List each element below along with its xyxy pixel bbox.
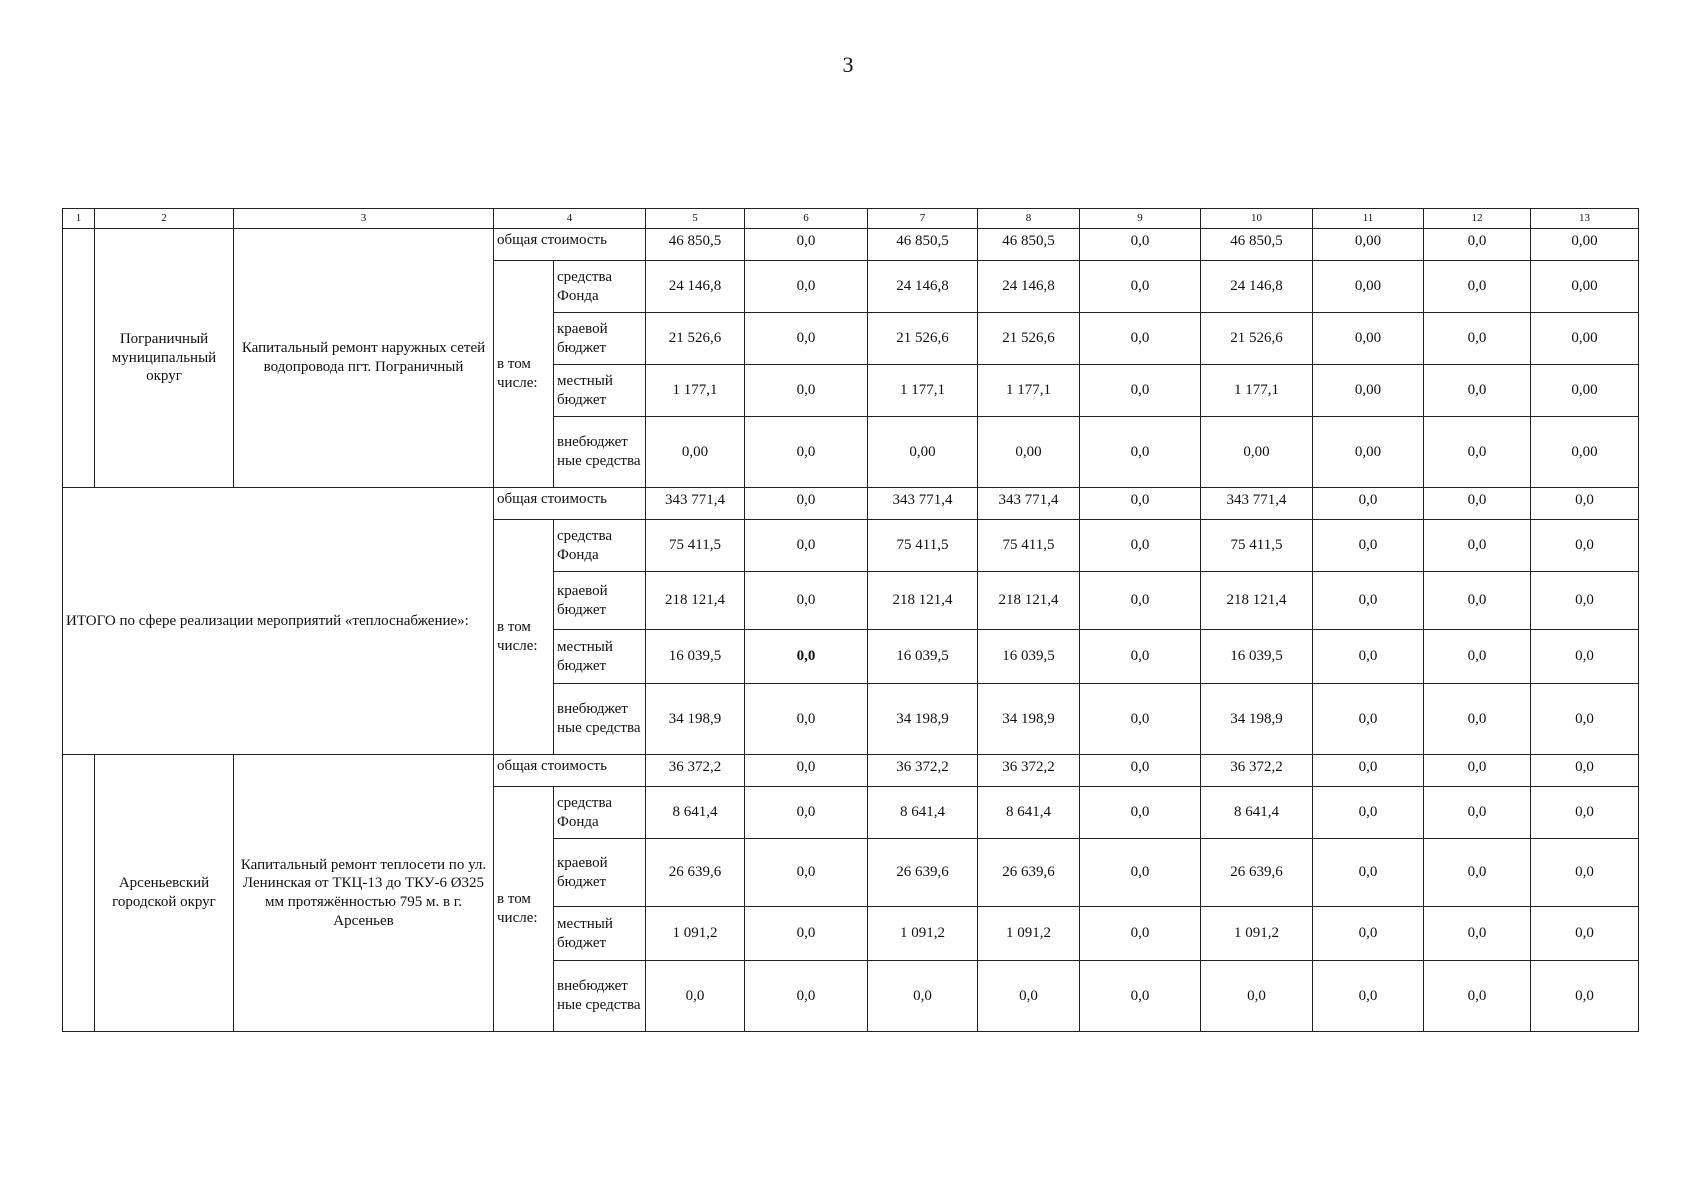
header-cell: 7 (868, 209, 978, 229)
value-cell: 75 411,5 (1201, 520, 1313, 572)
value-cell: 0,0 (1531, 907, 1639, 961)
value-cell: 0,0 (1313, 755, 1424, 787)
municipality-cell: Пограничный муниципальный округ (95, 229, 234, 488)
value-cell: 0,0 (1313, 961, 1424, 1032)
value-cell: 0,00 (1313, 261, 1424, 313)
header-cell: 6 (745, 209, 868, 229)
funding-source-label: внебюджет ные средства (554, 961, 646, 1032)
value-cell: 0,0 (1531, 572, 1639, 630)
value-cell: 46 850,5 (646, 229, 745, 261)
value-cell: 0,0 (1080, 572, 1201, 630)
header-cell: 2 (95, 209, 234, 229)
value-cell: 0,0 (745, 684, 868, 755)
header-cell: 10 (1201, 209, 1313, 229)
value-cell: 0,0 (1424, 787, 1531, 839)
value-cell: 0,0 (1080, 313, 1201, 365)
value-cell: 1 177,1 (646, 365, 745, 417)
value-cell: 0,0 (1424, 261, 1531, 313)
value-cell: 1 091,2 (1201, 907, 1313, 961)
value-cell: 0,0 (1424, 907, 1531, 961)
value-cell: 343 771,4 (646, 488, 745, 520)
value-cell: 0,0 (1531, 630, 1639, 684)
value-cell: 343 771,4 (1201, 488, 1313, 520)
header-cell: 4 (494, 209, 646, 229)
value-cell: 0,0 (1080, 839, 1201, 907)
table-row (63, 755, 1639, 787)
value-cell: 0,0 (745, 572, 868, 630)
value-cell: 0,0 (1424, 572, 1531, 630)
value-cell: 1 177,1 (1201, 365, 1313, 417)
header-cell: 8 (978, 209, 1080, 229)
value-cell: 0,00 (1531, 261, 1639, 313)
header-cell: 5 (646, 209, 745, 229)
value-cell: 0,0 (745, 417, 868, 488)
value-cell: 46 850,5 (978, 229, 1080, 261)
value-cell: 0,0 (745, 630, 868, 684)
value-cell: 0,00 (868, 417, 978, 488)
value-cell: 0,0 (1080, 520, 1201, 572)
value-cell: 0,0 (1424, 684, 1531, 755)
value-cell: 0,0 (1531, 684, 1639, 755)
value-cell: 46 850,5 (1201, 229, 1313, 261)
value-cell: 0,0 (1531, 961, 1639, 1032)
funding-source-label: внебюджет ные средства (554, 417, 646, 488)
value-cell: 0,0 (1424, 755, 1531, 787)
value-cell: 21 526,6 (868, 313, 978, 365)
value-cell: 0,0 (745, 488, 868, 520)
total-cost-label: общая стоимость (494, 229, 646, 261)
value-cell: 0,0 (1080, 261, 1201, 313)
funding-source-label: средства Фонда (554, 787, 646, 839)
value-cell: 34 198,9 (646, 684, 745, 755)
value-cell: 0,0 (745, 313, 868, 365)
value-cell: 24 146,8 (646, 261, 745, 313)
value-cell: 0,0 (1080, 684, 1201, 755)
value-cell: 218 121,4 (646, 572, 745, 630)
value-cell: 0,0 (868, 961, 978, 1032)
value-cell: 16 039,5 (978, 630, 1080, 684)
value-cell: 0,0 (1080, 365, 1201, 417)
value-cell: 0,0 (745, 907, 868, 961)
value-cell: 0,0 (646, 961, 745, 1032)
value-cell: 36 372,2 (868, 755, 978, 787)
value-cell: 26 639,6 (978, 839, 1080, 907)
value-cell: 21 526,6 (646, 313, 745, 365)
header-cell: 11 (1313, 209, 1424, 229)
value-cell: 0,00 (978, 417, 1080, 488)
value-cell: 0,00 (1201, 417, 1313, 488)
value-cell: 0,0 (1424, 630, 1531, 684)
value-cell: 34 198,9 (1201, 684, 1313, 755)
summary-title: ИТОГО по сфере реализации мероприятий «теплоснабжение»: (63, 488, 494, 755)
value-cell: 75 411,5 (978, 520, 1080, 572)
index-cell (63, 229, 95, 488)
value-cell: 0,0 (1531, 520, 1639, 572)
value-cell: 34 198,9 (868, 684, 978, 755)
value-cell: 0,00 (1531, 417, 1639, 488)
value-cell: 75 411,5 (868, 520, 978, 572)
header-row (63, 209, 1639, 229)
value-cell: 1 091,2 (646, 907, 745, 961)
value-cell: 1 177,1 (868, 365, 978, 417)
value-cell: 0,0 (978, 961, 1080, 1032)
value-cell: 8 641,4 (646, 787, 745, 839)
value-cell: 0,00 (1531, 313, 1639, 365)
including-label: в том числе: (494, 520, 554, 755)
value-cell: 0,00 (1313, 417, 1424, 488)
value-cell: 0,0 (745, 365, 868, 417)
page-number: 3 (842, 52, 854, 77)
value-cell: 75 411,5 (646, 520, 745, 572)
value-cell: 0,0 (1424, 229, 1531, 261)
value-cell: 21 526,6 (1201, 313, 1313, 365)
value-cell: 0,0 (1080, 755, 1201, 787)
value-cell: 0,0 (745, 755, 868, 787)
value-cell: 26 639,6 (1201, 839, 1313, 907)
funding-source-label: местный бюджет (554, 365, 646, 417)
value-cell: 36 372,2 (978, 755, 1080, 787)
total-cost-label: общая стоимость (494, 488, 646, 520)
value-cell: 0,0 (1424, 417, 1531, 488)
value-cell: 0,0 (1313, 839, 1424, 907)
funding-source-label: средства Фонда (554, 520, 646, 572)
value-cell: 0,0 (1531, 787, 1639, 839)
value-cell: 0,0 (1080, 630, 1201, 684)
value-cell: 0,0 (1080, 961, 1201, 1032)
value-cell: 0,00 (1313, 313, 1424, 365)
value-cell: 0,00 (1313, 229, 1424, 261)
funding-source-label: краевой бюджет (554, 572, 646, 630)
project-cell: Капитальный ремонт теплосети по ул. Ленинская от ТКЦ-13 до ТКУ-6 Ø325 мм протяжённостью 795 м. в г. Арсеньев (234, 755, 494, 1032)
header-cell: 13 (1531, 209, 1639, 229)
value-cell: 0,00 (1531, 229, 1639, 261)
value-cell: 0,00 (1313, 365, 1424, 417)
funding-source-label: местный бюджет (554, 630, 646, 684)
value-cell: 0,0 (1424, 365, 1531, 417)
value-cell: 0,0 (1313, 630, 1424, 684)
value-cell: 343 771,4 (978, 488, 1080, 520)
value-cell: 0,0 (745, 229, 868, 261)
value-cell: 24 146,8 (868, 261, 978, 313)
funding-source-label: краевой бюджет (554, 839, 646, 907)
value-cell: 0,0 (1313, 907, 1424, 961)
value-cell: 8 641,4 (1201, 787, 1313, 839)
value-cell: 16 039,5 (868, 630, 978, 684)
value-cell: 1 177,1 (978, 365, 1080, 417)
header-cell: 9 (1080, 209, 1201, 229)
value-cell: 8 641,4 (978, 787, 1080, 839)
including-label: в том числе: (494, 261, 554, 488)
value-cell: 0,0 (745, 520, 868, 572)
municipality-cell: Арсеньевский городской округ (95, 755, 234, 1032)
value-cell: 343 771,4 (868, 488, 978, 520)
value-cell: 0,0 (1531, 839, 1639, 907)
value-cell: 0,0 (1313, 684, 1424, 755)
value-cell: 0,00 (646, 417, 745, 488)
total-cost-label: общая стоимость (494, 755, 646, 787)
funding-source-label: краевой бюджет (554, 313, 646, 365)
value-cell: 0,0 (1080, 907, 1201, 961)
value-cell: 16 039,5 (1201, 630, 1313, 684)
value-cell: 0,0 (1313, 787, 1424, 839)
value-cell: 0,00 (1531, 365, 1639, 417)
index-cell (63, 755, 95, 1032)
value-cell: 0,0 (1313, 520, 1424, 572)
funding-source-label: внебюджет ные средства (554, 684, 646, 755)
funding-source-label: местный бюджет (554, 907, 646, 961)
value-cell: 8 641,4 (868, 787, 978, 839)
value-cell: 26 639,6 (646, 839, 745, 907)
header-cell: 3 (234, 209, 494, 229)
value-cell: 36 372,2 (1201, 755, 1313, 787)
value-cell: 218 121,4 (978, 572, 1080, 630)
value-cell: 0,0 (1531, 755, 1639, 787)
value-cell: 218 121,4 (868, 572, 978, 630)
value-cell: 1 091,2 (868, 907, 978, 961)
value-cell: 0,0 (1424, 961, 1531, 1032)
including-label: в том числе: (494, 787, 554, 1032)
value-cell: 218 121,4 (1201, 572, 1313, 630)
value-cell: 0,0 (745, 961, 868, 1032)
value-cell: 0,0 (1313, 488, 1424, 520)
value-cell: 0,0 (1080, 787, 1201, 839)
table-row (63, 488, 1639, 520)
value-cell: 0,0 (745, 261, 868, 313)
table-row (63, 229, 1639, 261)
value-cell: 0,0 (745, 787, 868, 839)
value-cell: 1 091,2 (978, 907, 1080, 961)
value-cell: 0,0 (1201, 961, 1313, 1032)
value-cell: 0,0 (1313, 572, 1424, 630)
header-cell: 12 (1424, 209, 1531, 229)
value-cell: 21 526,6 (978, 313, 1080, 365)
value-cell: 0,0 (1531, 488, 1639, 520)
value-cell: 0,0 (1080, 229, 1201, 261)
value-cell: 36 372,2 (646, 755, 745, 787)
value-cell: 0,0 (1424, 488, 1531, 520)
value-cell: 0,0 (1080, 417, 1201, 488)
value-cell: 46 850,5 (868, 229, 978, 261)
value-cell: 0,0 (1080, 488, 1201, 520)
value-cell: 24 146,8 (1201, 261, 1313, 313)
value-cell: 34 198,9 (978, 684, 1080, 755)
project-cell: Капитальный ремонт наружных сетей водопровода пгт. Пограничный (234, 229, 494, 488)
budget-table (62, 208, 1639, 1032)
value-cell: 26 639,6 (868, 839, 978, 907)
value-cell: 0,0 (1424, 520, 1531, 572)
value-cell: 0,0 (1424, 313, 1531, 365)
value-cell: 16 039,5 (646, 630, 745, 684)
funding-source-label: средства Фонда (554, 261, 646, 313)
header-cell: 1 (63, 209, 95, 229)
value-cell: 0,0 (745, 839, 868, 907)
value-cell: 0,0 (1424, 839, 1531, 907)
value-cell: 24 146,8 (978, 261, 1080, 313)
